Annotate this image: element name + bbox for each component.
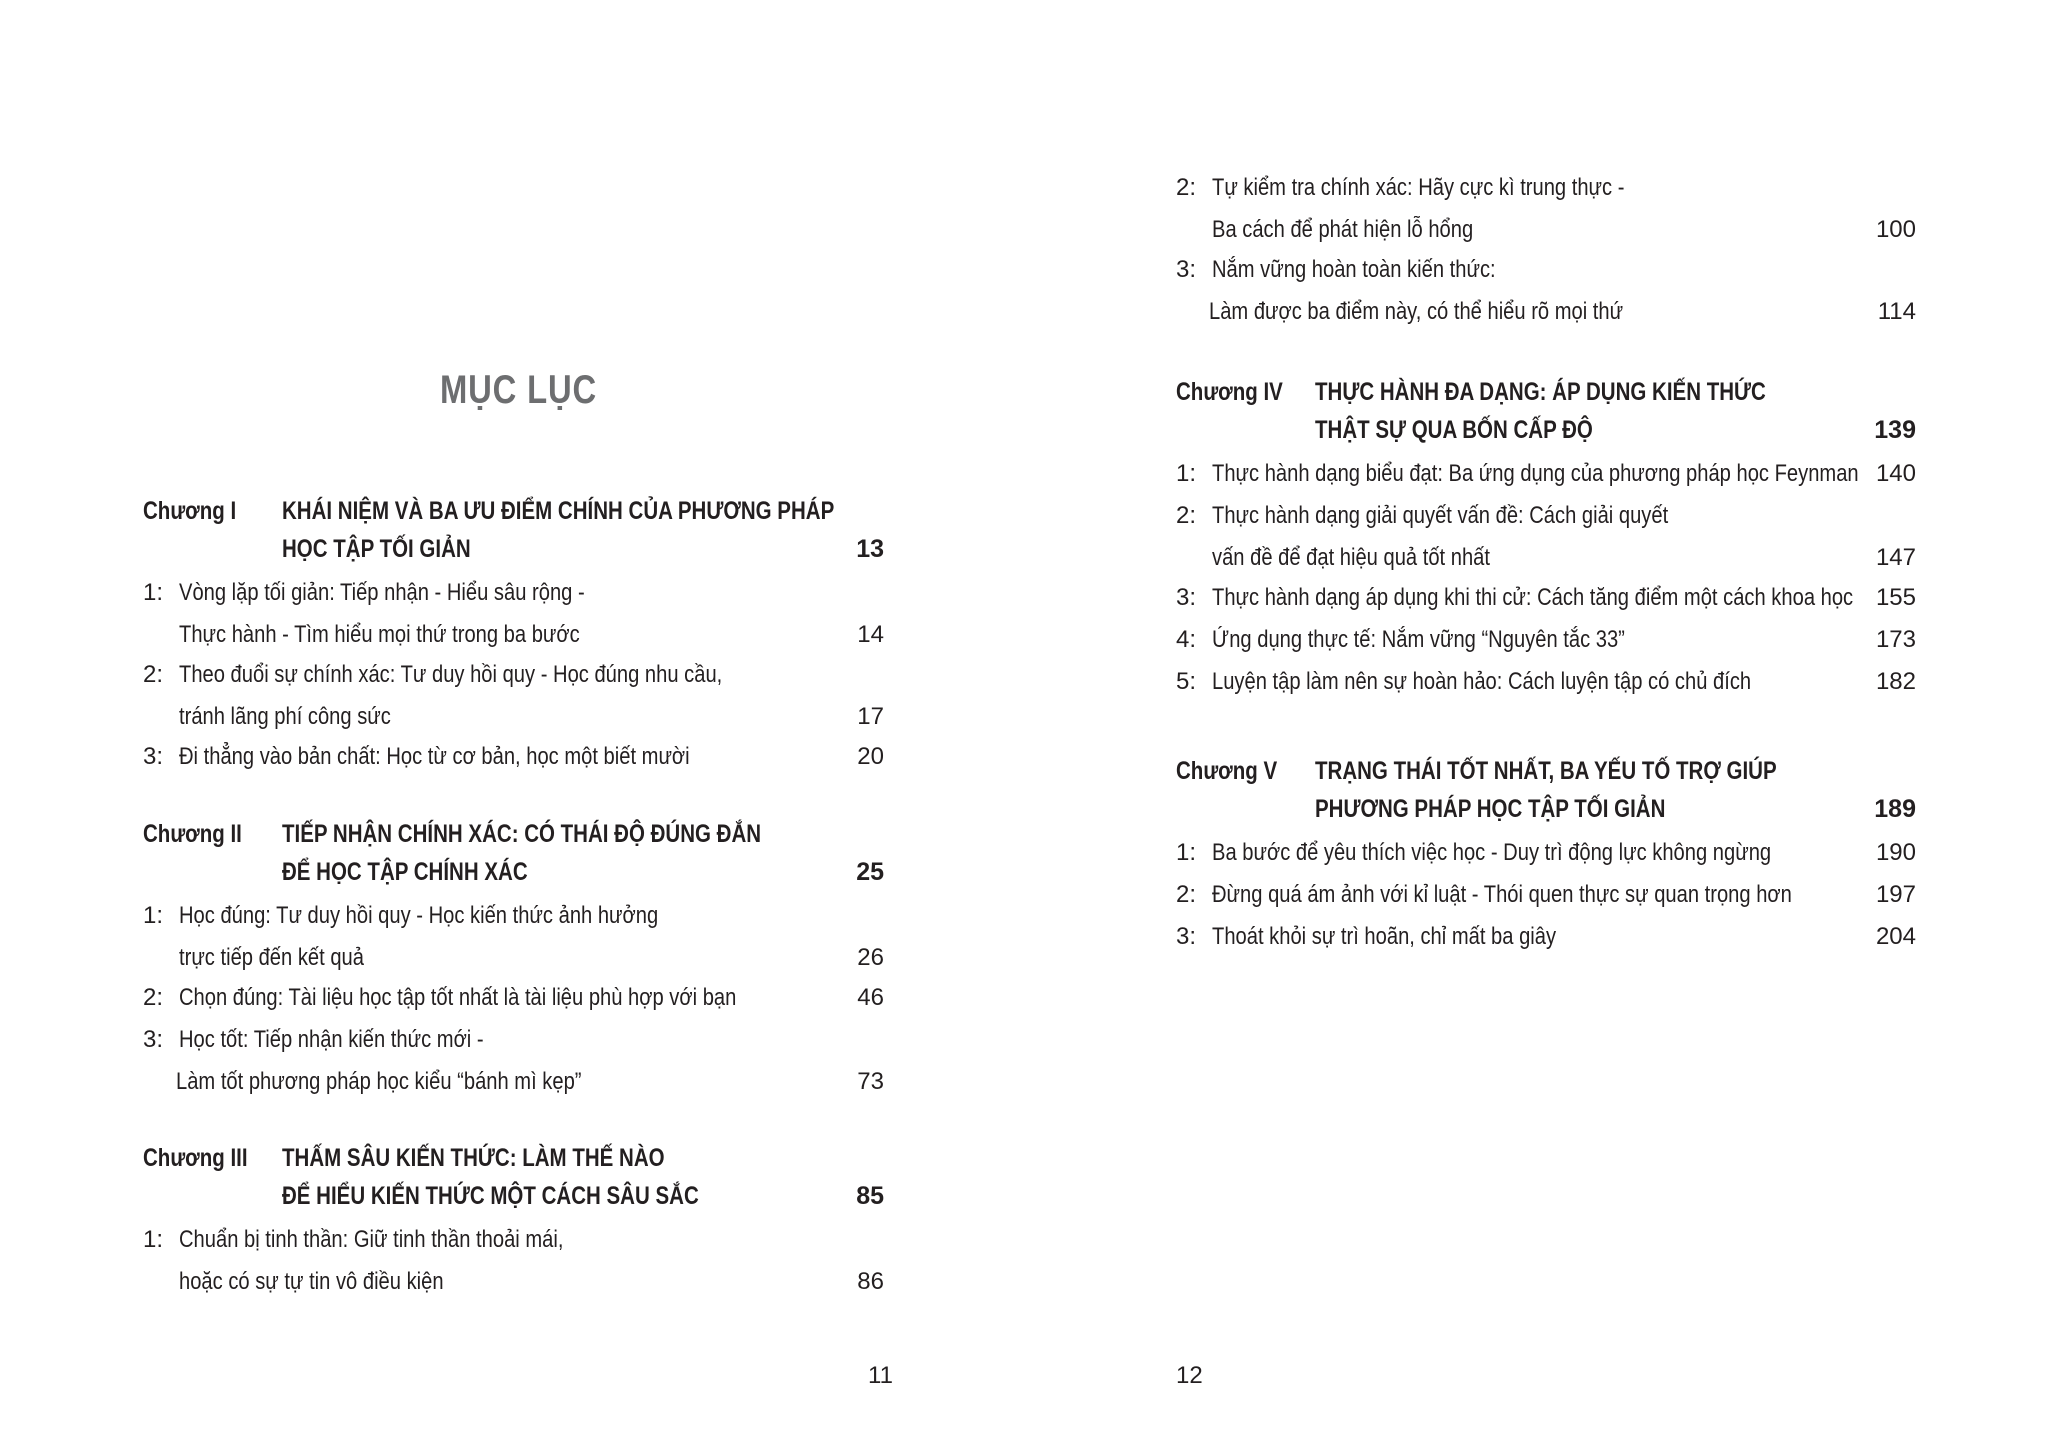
chapter-title-line: TIẾP NHẬN CHÍNH XÁC: CÓ THÁI ĐỘ ĐÚNG ĐẮN (282, 820, 762, 848)
chapter-label: Chương II (143, 820, 242, 848)
toc-entry: 2: Đừng quá ám ảnh với kỉ luật - Thói quen thực sự quan trọng hơn 197 (1176, 881, 1916, 908)
entry-page-number: 26 (857, 944, 884, 971)
toc-entry: 3: Thực hành dạng áp dụng khi thi cử: Cách tăng điểm một cách khoa học 155 (1176, 584, 1916, 611)
entry-page-number: 147 (1875, 544, 1916, 571)
chapter-page-number: 13 (856, 535, 884, 563)
chapter-title-line: THẬT SỰ QUA BỐN CẤP ĐỘ (1315, 416, 1593, 444)
chapter-title-line: THẤM SÂU KIẾN THỨC: LÀM THẾ NÀO (282, 1144, 665, 1172)
chapter-page-number: 189 (1874, 795, 1916, 823)
toc-entry: 3: Thoát khỏi sự trì hoãn, chỉ mất ba giây 204 (1176, 923, 1916, 950)
chapter-title-line: ĐỂ HIỂU KIẾN THỨC MỘT CÁCH SÂU SẮC (282, 1182, 699, 1210)
entry-page-number: 14 (857, 621, 884, 648)
entry-page-number: 73 (857, 1068, 884, 1095)
entry-page-number: 182 (1875, 668, 1916, 695)
entry-page-number: 86 (857, 1268, 884, 1295)
chapter-page-number: 25 (856, 858, 884, 886)
toc-entry: 3: Học tốt: Tiếp nhận kiến thức mới - (143, 1026, 484, 1053)
chapter-title-line: TRẠNG THÁI TỐT NHẤT, BA YẾU TỐ TRỢ GIÚP (1315, 757, 1777, 785)
entry-page-number: 140 (1875, 460, 1916, 487)
toc-entry: 2: Theo đuổi sự chính xác: Tư duy hồi quy - Học đúng nhu cầu, (143, 661, 723, 688)
chapter-2: Chương II TIẾP NHẬN CHÍNH XÁC: CÓ THÁI ĐỘ ĐÚNG ĐẮN ĐỂ HỌC TẬP CHÍNH XÁC 25 1: Học đúng: Tư duy hồi quy - Học kiến thức ảnh hưởng trực tiếp đến kết quả 26 2: Chọn đúng: Tài liệu học tập tốt nhất là tài liệu phù hợp với bạn 46 3: Học tốt: Tiếp nhận kiến thức mới - Làm tốt phương pháp học kiểu “bánh mì kẹp” 73 (143, 820, 884, 1095)
chapter-3: Chương III THẤM SÂU KIẾN THỨC: LÀM THẾ NÀO ĐỂ HIỂU KIẾN THỨC MỘT CÁCH SÂU SẮC 85 1: Chuẩn bị tinh thần: Giữ tinh thần thoải mái, hoặc có sự tự tin vô điều kiện 86 (143, 1144, 884, 1295)
page-number-right: 12 (1176, 1362, 1203, 1389)
chapter-label: Chương I (143, 497, 237, 525)
entry-page-number: 46 (857, 984, 884, 1011)
chapter-title-line: THỰC HÀNH ĐA DẠNG: ÁP DỤNG KIẾN THỨC (1315, 378, 1766, 406)
chapter-label: Chương III (143, 1144, 248, 1172)
entry-page-number: 204 (1875, 923, 1916, 950)
chapter-label: Chương IV (1176, 378, 1283, 406)
toc-entry: 1: Thực hành dạng biểu đạt: Ba ứng dụng của phương pháp học Feynman 140 (1176, 460, 1916, 487)
chapter-title-line: ĐỂ HỌC TẬP CHÍNH XÁC (282, 858, 528, 886)
toc-entry: 1: Chuẩn bị tinh thần: Giữ tinh thần thoải mái, (143, 1226, 564, 1253)
chapter-3-continued: 2: Tự kiểm tra chính xác: Hãy cực kì trung thực - Ba cách để phát hiện lỗ hổng 100 3: Nắm vững hoàn toàn kiến thức: Làm được ba điểm này, có thể hiểu rõ mọi thứ 114 (1176, 174, 1916, 325)
chapter-4: Chương IV THỰC HÀNH ĐA DẠNG: ÁP DỤNG KIẾN THỨC THẬT SỰ QUA BỐN CẤP ĐỘ 139 1: Thực hành dạng biểu đạt: Ba ứng dụng của phương pháp học Feynman 140 2: Thực hành dạng giải quyết vấn đề: Cách giải quyết vấn đề để đạt hiệu quả tốt nhất 147 3: Thực hành dạng áp dụng khi thi cử: Cách tăng điểm một cách khoa học 155 4: Ứng dụng thực tế: Nắm vững “Nguyên tắc 33” 173 5: Luyện tập làm nên sự hoàn hảo: Cách luyện tập có chủ đích 182 (1176, 378, 1916, 710)
toc-entry: 2: Thực hành dạng giải quyết vấn đề: Cách giải quyết (1176, 502, 1669, 529)
toc-entry: 1: Vòng lặp tối giản: Tiếp nhận - Hiểu sâu rộng - (143, 579, 585, 606)
chapter-1: Chương I KHÁI NIỆM VÀ BA ƯU ĐIỂM CHÍNH CỦA PHƯƠNG PHÁP HỌC TẬP TỐI GIẢN 13 1: Vòng lặp tối giản: Tiếp nhận - Hiểu sâu rộng - Thực hành - Tìm hiểu mọi thứ trong ba bước 14 2: Theo đuổi sự chính xác: Tư duy hồi quy - Học đúng nhu cầu, tránh lãng phí công sức 17 3: Đi thẳng vào bản chất: Học từ cơ bản, học một biết mười 20 (143, 497, 884, 785)
entry-page-number: 17 (857, 703, 884, 730)
entry-page-number: 114 (1877, 298, 1916, 325)
chapter-title-line: KHÁI NIỆM VÀ BA ƯU ĐIỂM CHÍNH CỦA PHƯƠNG PHÁP (282, 497, 835, 525)
chapter-title-line: PHƯƠNG PHÁP HỌC TẬP TỐI GIẢN (1315, 795, 1666, 823)
entry-page-number: 197 (1875, 881, 1916, 908)
toc-entry: 1: Học đúng: Tư duy hồi quy - Học kiến thức ảnh hưởng (143, 902, 659, 929)
entry-page-number: 20 (857, 743, 884, 770)
entry-page-number: 173 (1875, 626, 1916, 653)
toc-entry: 2: Chọn đúng: Tài liệu học tập tốt nhất là tài liệu phù hợp với bạn 46 (143, 984, 884, 1011)
entry-page-number: 190 (1875, 839, 1916, 866)
chapter-title-line: HỌC TẬP TỐI GIẢN (282, 535, 471, 563)
toc-entry: 4: Ứng dụng thực tế: Nắm vững “Nguyên tắc 33” 173 (1176, 626, 1916, 653)
toc-heading: MỤC LỤC (440, 368, 597, 412)
chapter-5 (1176, 757, 1916, 965)
entry-page-number: 155 (1875, 584, 1916, 611)
toc-entry: 5: Luyện tập làm nên sự hoàn hảo: Cách luyện tập có chủ đích 182 (1176, 668, 1916, 695)
right-page (1024, 0, 2048, 1456)
page-number-left: 11 (868, 1362, 893, 1389)
toc-entry: 2: Tự kiểm tra chính xác: Hãy cực kì trung thực - (1176, 174, 1625, 201)
chapter-page-number: 85 (856, 1182, 884, 1210)
chapter-page-number: 139 (1874, 416, 1916, 444)
entry-page-number: 100 (1875, 216, 1916, 243)
toc-entry: 3: Đi thẳng vào bản chất: Học từ cơ bản, học một biết mười 20 (143, 743, 884, 770)
chapter-label: Chương V (1176, 757, 1278, 785)
toc-entry: 3: Nắm vững hoàn toàn kiến thức: (1176, 256, 1496, 283)
toc-entry: 1: Ba bước để yêu thích việc học - Duy trì động lực không ngừng 190 (1176, 839, 1916, 866)
